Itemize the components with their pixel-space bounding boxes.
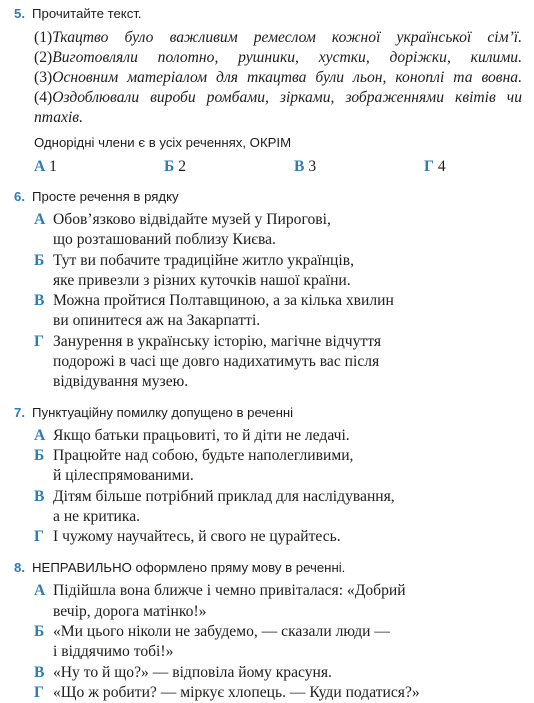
option-text: 1: [49, 158, 57, 175]
question-number: 7.: [14, 404, 25, 420]
question-header: [14, 405, 522, 421]
option-line: відвідування музею.: [53, 373, 189, 391]
option-line: Дітям більше потрібний приклад для наслідування,: [53, 487, 395, 505]
option-text: 2: [178, 158, 187, 175]
option-text: [53, 251, 522, 292]
option-text: [53, 332, 522, 393]
answer-option-a[interactable]: [34, 210, 522, 251]
question-prompt: Прочитайте текст.: [32, 6, 142, 21]
answer-option-c[interactable]: [34, 663, 522, 683]
answer-option-d[interactable]: [34, 332, 522, 393]
option-letter: Б: [34, 251, 45, 269]
option-line: «Ну то й що?» — відповіла йому красуня.: [53, 663, 332, 681]
answer-option-b[interactable]: [34, 622, 522, 663]
question-header: [14, 189, 522, 205]
answer-choices: [34, 157, 522, 177]
option-line: Обов’язково відвідайте музей у Пирогові,: [53, 211, 331, 228]
sentence-text: Ткацтво було важливим ремеслом кожної української сім’ї.: [52, 29, 522, 46]
option-text: [53, 487, 522, 528]
option-letter: В: [34, 487, 45, 505]
option-letter: А: [34, 158, 46, 175]
sentence-text: Оздоблювали вироби ромбами, зірками, зображеннями квітів чи птахів.: [34, 89, 522, 126]
option-text: [53, 527, 522, 547]
option-letter: Г: [424, 158, 434, 175]
question-5: [14, 6, 522, 177]
option-text: [53, 663, 522, 683]
option-letter: Г: [34, 528, 44, 546]
question-prompt: Просте речення в рядку: [32, 189, 179, 204]
answer-option-b[interactable]: [164, 157, 294, 177]
sentence-text: Основним матеріалом для ткацтва були льон, коноплі та вовна.: [52, 69, 522, 86]
option-line: яке привезли з різних куточків нашої країни.: [53, 271, 351, 289]
answer-choices: [34, 581, 522, 703]
question-header: [14, 6, 522, 22]
option-letter: Г: [34, 332, 44, 350]
option-text: [53, 683, 522, 703]
answer-option-c[interactable]: [34, 291, 522, 332]
option-letter: В: [34, 292, 45, 310]
option-letter: А: [34, 582, 46, 600]
option-line: й цілеспрямованими.: [53, 467, 194, 485]
sentence-number: (3): [34, 69, 53, 86]
option-line: Тут ви побачите традиційне житло українців,: [53, 251, 354, 269]
answer-option-a[interactable]: [34, 581, 522, 622]
option-line: «Що ж робити? — міркує хлопець. — Куди податися?»: [53, 683, 420, 701]
sentence-text: Виготовляли полотно, рушники, хустки, доріжки, килими.: [52, 49, 522, 66]
option-line: вечір, дорога матінко!»: [53, 602, 207, 620]
option-line: І чужому научайтесь, й свого не цурайтесь.: [53, 528, 341, 546]
option-line: Якщо батьки працьовиті, то й діти не ледачі.: [53, 426, 350, 444]
sentence-number: (2): [34, 49, 53, 66]
option-line: «Ми цього ніколи не забудемо, — сказали люди —: [53, 623, 390, 641]
question-header: [14, 560, 522, 576]
question-7: [14, 405, 522, 548]
option-line: Підійшла вона ближче і чемно привіталася: «Добрий: [53, 582, 406, 600]
option-letter: Г: [34, 683, 44, 701]
option-text: [53, 581, 522, 622]
option-letter: Б: [34, 446, 45, 464]
question-number: 5.: [14, 6, 25, 21]
option-line: і віддячимо тобі!»: [53, 643, 174, 661]
answer-option-c[interactable]: [34, 487, 522, 528]
answer-option-d[interactable]: [34, 683, 522, 703]
answer-option-c[interactable]: [294, 157, 424, 177]
question-8: [14, 560, 522, 703]
option-line: що розташований поблизу Києва.: [53, 231, 276, 249]
answer-option-b[interactable]: [34, 251, 522, 292]
sentence-number: (1): [34, 29, 53, 46]
option-text: [53, 446, 522, 487]
question-6: [14, 189, 522, 393]
option-text: 4: [437, 158, 446, 175]
option-letter: Б: [34, 623, 45, 641]
task-statement: Однорідні члени є в усіх реченнях, ОКРІМ: [34, 135, 292, 150]
option-text: 3: [308, 158, 317, 175]
option-line: Працюйте над собою, будьте наполегливими,: [53, 446, 354, 464]
option-line: подорожі в часі ще довго надихатимуть вас після: [53, 353, 380, 371]
answer-option-d[interactable]: [34, 527, 522, 547]
answer-option-a[interactable]: [34, 426, 522, 446]
option-letter: А: [34, 426, 46, 444]
sentence-number: (4): [34, 89, 53, 106]
question-number: 8.: [14, 560, 25, 576]
option-text: [53, 426, 522, 446]
reading-passage: [34, 28, 522, 128]
answer-option-a[interactable]: [34, 157, 164, 177]
option-line: Занурення в українську історію, магічне відчуття: [53, 332, 381, 350]
answer-option-d[interactable]: [424, 157, 534, 177]
option-letter: Б: [164, 158, 175, 175]
question-prompt: Пунктуаційну помилку допущено в реченні: [32, 404, 294, 420]
option-line: ви опинитеся аж на Закарпатті.: [53, 312, 261, 330]
option-letter: В: [294, 158, 305, 175]
answer-choices: [34, 426, 522, 548]
option-letter: В: [34, 663, 45, 681]
option-letter: А: [34, 211, 46, 228]
option-text: [53, 210, 522, 251]
answer-option-b[interactable]: [34, 446, 522, 487]
answer-choices: [34, 210, 522, 393]
question-number: 6.: [14, 189, 25, 204]
option-text: [53, 291, 522, 332]
question-prompt: НЕПРАВИЛЬНО оформлено пряму мову в реченні.: [32, 560, 346, 576]
option-line: а не критика.: [53, 507, 141, 525]
option-text: [53, 622, 522, 663]
option-line: Можна пройтися Полтавщиною, а за кілька хвилин: [53, 292, 394, 310]
